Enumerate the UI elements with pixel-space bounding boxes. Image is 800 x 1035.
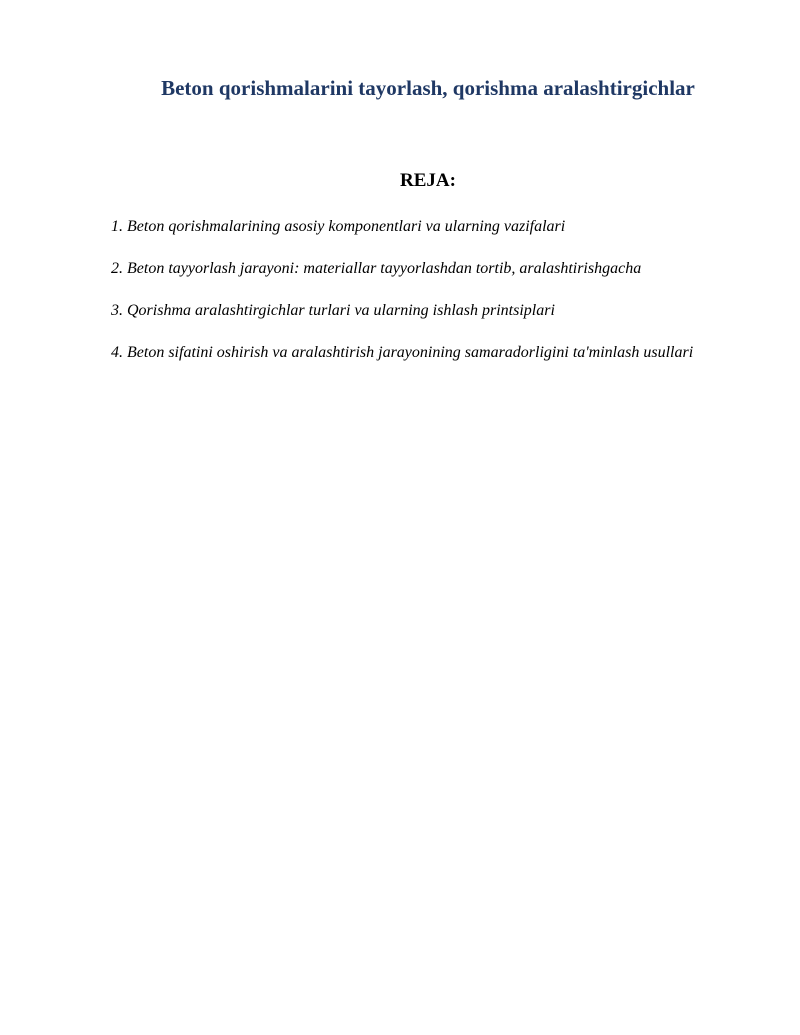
plan-list (111, 210, 742, 378)
plan-item-2: 2. Beton tayyorlash jarayoni: materiallar tayyorlashdan tortib, aralashtirishgacha (111, 260, 642, 277)
document-title: Beton qorishmalarini tayorlash, qorishma aralashtirgichlar (161, 76, 695, 100)
plan-item-3: 3. Qorishma aralashtirgichlar turlari va ularning ishlash printsiplari (111, 302, 555, 319)
plan-item-4: 4. Beton sifatini oshirish va aralashtirish jarayonining samaradorligini ta'minlash usullari (111, 344, 694, 361)
plan-item-1: 1. Beton qorishmalarining asosiy komponentlari va ularning vazifalari (111, 218, 566, 235)
plan-heading: REJA: (400, 170, 456, 191)
